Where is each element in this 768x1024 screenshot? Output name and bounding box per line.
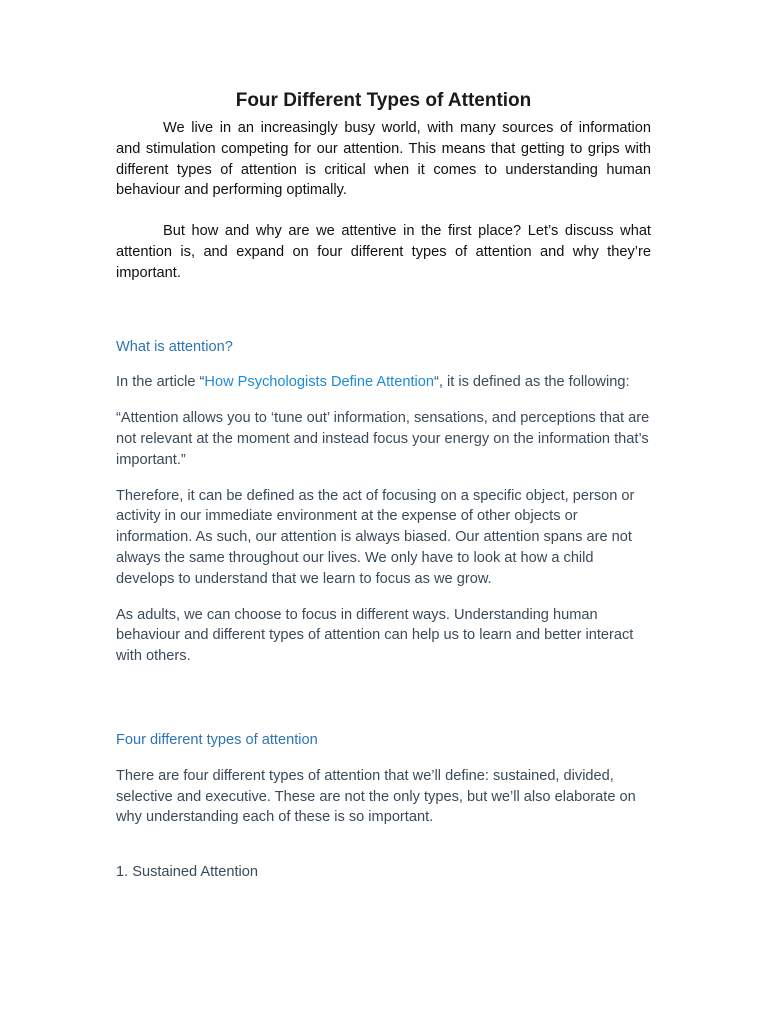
section1-paragraph-2: Therefore, it can be defined as the act of focusing on a specific object, person or activity in our immediate environment at the expense of other objects or information. As such, our attention is always biased. Our attention spans are not always the same throughout our lives. We only have to look at how a child develops to understand that we learn to focus as we grow. bbox=[116, 487, 635, 587]
article-reference-paragraph bbox=[116, 372, 651, 393]
definition-quote: “Attention allows you to ‘tune out’ information, sensations, and perceptions that are not relevant at the moment and instead focus your energy on the information that’s important.” bbox=[116, 410, 650, 468]
section-heading-what-is-attention: What is attention? bbox=[116, 338, 233, 355]
article-suffix-text: “, it is defined as the following: bbox=[434, 374, 630, 391]
article-prefix-text: In the article “ bbox=[116, 374, 205, 391]
document-title: Four Different Types of Attention bbox=[235, 90, 532, 111]
document-page bbox=[116, 88, 651, 898]
section2-paragraph-1: There are four different types of attention that we’ll define: sustained, divided, selective and executive. These are not the only types, but we’ll also elaborate on why understanding each of these is so important. bbox=[116, 767, 636, 826]
intro-section bbox=[116, 118, 651, 284]
intro-paragraph-2: But how and why are we attentive in the first place? Let’s discuss what attention is, and expand on four different types of attention and why they’re important. bbox=[116, 223, 651, 281]
intro-paragraph-1: We live in an increasingly busy world, with many sources of information and stimulation competing for our attention. This means that getting to grips with different types of attention is critical when it comes to understanding human behaviour and performing optimally. bbox=[116, 120, 651, 199]
subheading-sustained-attention: 1. Sustained Attention bbox=[116, 864, 258, 881]
section-heading-four-types: Four different types of attention bbox=[116, 731, 318, 748]
section1-paragraph-3: As adults, we can choose to focus in different ways. Understanding human behaviour and different types of attention can help us to learn and better interact with others. bbox=[116, 606, 634, 665]
article-link[interactable]: How Psychologists Define Attention bbox=[204, 374, 434, 391]
